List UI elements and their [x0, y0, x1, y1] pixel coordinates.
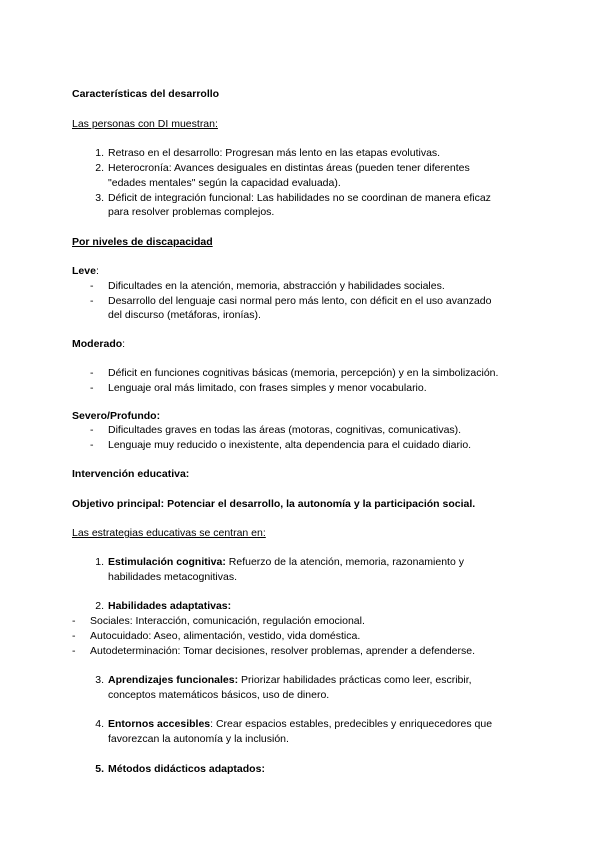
bullet-item: Dificultades en la atención, memoria, abstracción y habilidades sociales. [108, 280, 445, 292]
list-number: 3. [95, 192, 104, 204]
list-item: Heterocronía: Avances desiguales en distintas áreas (pueden tener diferentes [108, 162, 470, 174]
strategy-continuation: conceptos matemáticos básicos, uso de dinero. [108, 689, 330, 701]
level-label: Leve [72, 265, 96, 277]
bullet-item: Dificultades graves en todas las áreas (motoras, cognitivas, comunicativas). [108, 424, 462, 436]
bullet-item: Lenguaje muy reducido o inexistente, alta dependencia para el cuidado diario. [108, 439, 472, 451]
bullet-item: Desarrollo del lenguaje casi normal pero más lento, con déficit en el uso avanzado [108, 295, 492, 307]
strategy-title: Habilidades adaptativas: [108, 600, 232, 612]
level-severo-heading: Severo/Profundo: [72, 410, 161, 422]
dash-bullet: - [90, 382, 94, 394]
strategy-title: Aprendizajes funcionales: [108, 674, 239, 686]
level-label: Moderado [72, 338, 123, 350]
list-number: 2. [95, 600, 104, 612]
objective-text: Objetivo principal: Potenciar el desarrollo, la autonomía y la participación social. [72, 498, 476, 510]
dash-bullet: - [90, 295, 94, 307]
strategy-continuation: habilidades metacognitivas. [108, 571, 237, 583]
strategy-item [108, 717, 528, 732]
sub-item: Autodeterminación: Tomar decisiones, resolver problemas, aprender a defenderse. [90, 645, 476, 657]
bullet-item-continuation: del discurso (metáforas, ironías). [108, 309, 261, 321]
strategy-desc: Refuerzo de la atención, memoria, razonamiento y [225, 556, 464, 568]
strategy-continuation: favorezcan la autonomía y la inclusión. [108, 733, 289, 745]
level-leve-heading [72, 264, 532, 279]
sub-item: Sociales: Interacción, comunicación, regulación emocional. [90, 615, 365, 627]
list-number: 4. [95, 718, 104, 730]
strategy-item [108, 555, 528, 570]
dash-bullet: - [72, 615, 76, 627]
list-item-continuation: para resolver problemas complejos. [108, 206, 275, 218]
list-number: 1. [95, 556, 104, 568]
strategy-title: Estimulación cognitiva: [108, 556, 226, 568]
sub-item: Autocuidado: Aseo, alimentación, vestido, vida doméstica. [90, 630, 361, 642]
level-moderado-heading [72, 337, 532, 352]
strategies-intro: Las estrategias educativas se centran en: [72, 527, 266, 539]
dash-bullet: - [90, 424, 94, 436]
dash-bullet: - [72, 645, 76, 657]
strategy-desc: Priorizar habilidades prácticas como leer, escribir, [238, 674, 472, 686]
dash-bullet: - [90, 280, 94, 292]
list-number: 3. [95, 674, 104, 686]
bullet-item: Déficit en funciones cognitivas básicas (memoria, percepción) y en la simbolización. [108, 367, 499, 379]
bullet-item: Lenguaje oral más limitado, con frases simples y menor vocabulario. [108, 382, 427, 394]
level-colon: : [95, 265, 99, 277]
dash-bullet: - [90, 367, 94, 379]
dash-bullet: - [72, 630, 76, 642]
list-number: 2. [95, 162, 104, 174]
list-item-continuation: "edades mentales" según la capacidad evaluada). [108, 177, 341, 189]
intervention-heading: Intervención educativa: [72, 468, 190, 480]
strategy-title: Entornos accesibles [108, 718, 211, 730]
strategy-title: Métodos didácticos adaptados: [108, 763, 265, 775]
list-number: 1. [95, 147, 104, 159]
strategy-item [108, 673, 528, 688]
list-number: 5. [95, 763, 104, 775]
levels-heading: Por niveles de discapacidad [72, 236, 213, 248]
level-colon: : [122, 338, 126, 350]
list-item: Déficit de integración funcional: Las habilidades no se coordinan de manera eficaz [108, 192, 491, 204]
intro-text: Las personas con DI muestran: [72, 118, 218, 130]
dash-bullet: - [90, 439, 94, 451]
section-title: Características del desarrollo [72, 88, 220, 100]
list-item: Retraso en el desarrollo: Progresan más lento en las etapas evolutivas. [108, 147, 441, 159]
strategy-desc: : Crear espacios estables, predecibles y enriquecedores que [210, 718, 493, 730]
